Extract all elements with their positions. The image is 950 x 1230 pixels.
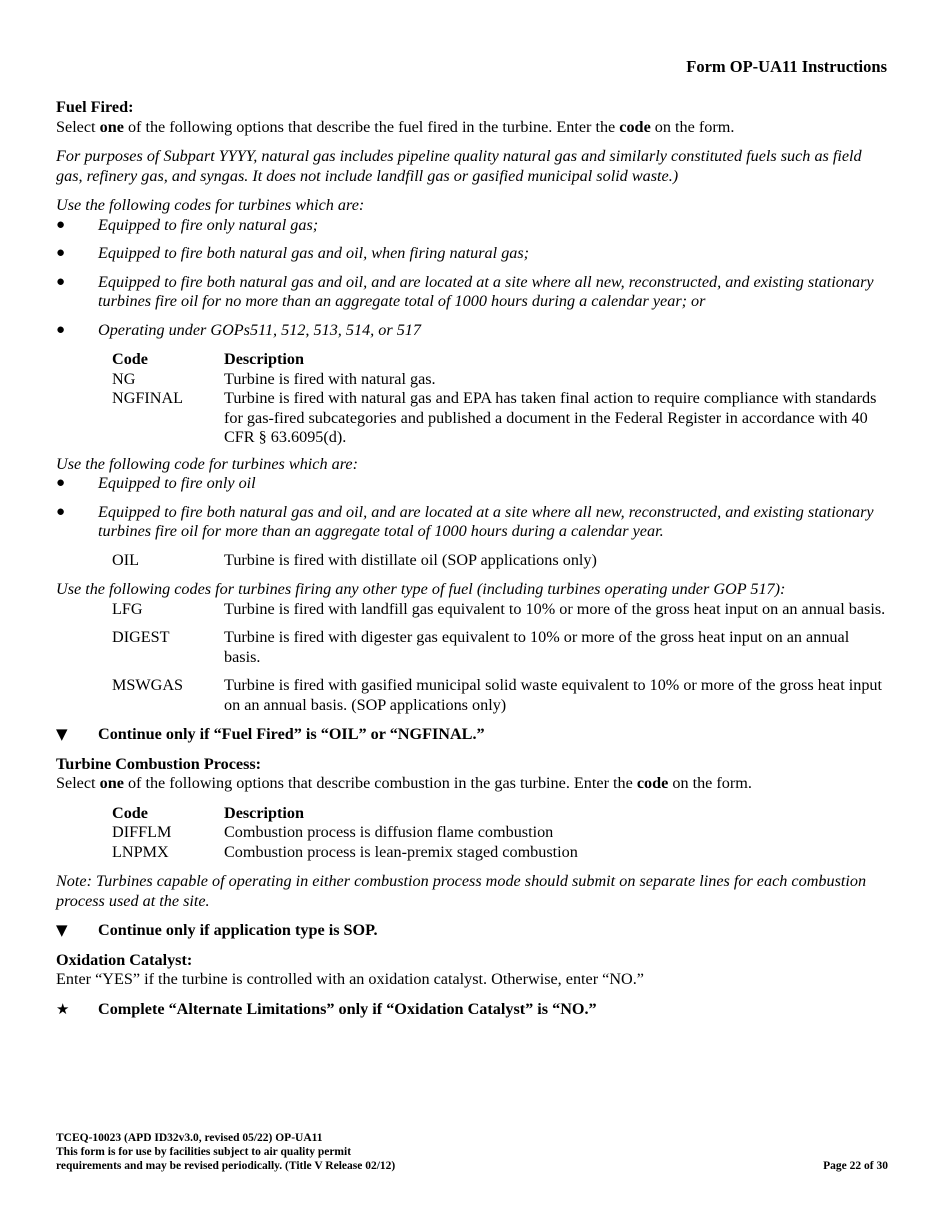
description-column-header: Description bbox=[224, 803, 305, 822]
triangle-down-icon: ▼ bbox=[56, 921, 68, 939]
footer-form-id: TCEQ-10023 (APD ID32v3.0, revised 05/22) OP-UA11 bbox=[56, 1132, 323, 1144]
table-row bbox=[112, 600, 888, 620]
code-cell: DIGEST bbox=[112, 628, 170, 646]
bullet-icon: ● bbox=[56, 321, 66, 338]
instruction-text: Continue only if application type is SOP. bbox=[98, 921, 378, 939]
page-footer bbox=[56, 1131, 888, 1174]
combustion-intro bbox=[56, 774, 888, 794]
list-item bbox=[56, 216, 888, 236]
combustion-note: Note: Turbines capable of operating in either combustion process mode should submit on separate lines for each combustion process used at the site. bbox=[56, 872, 867, 910]
code-cell: MSWGAS bbox=[112, 676, 184, 694]
intro-emphasis: code bbox=[636, 774, 669, 792]
description-cell: Turbine is fired with natural gas. bbox=[224, 369, 436, 388]
table-header-row bbox=[112, 804, 888, 824]
description-cell: Combustion process is lean-premix staged combustion bbox=[224, 842, 578, 861]
fuel-fired-heading: Fuel Fired: bbox=[56, 98, 134, 116]
list-item bbox=[56, 321, 888, 341]
code-cell: NGFINAL bbox=[112, 389, 184, 407]
bullet-icon: ● bbox=[56, 503, 66, 520]
combustion-code-table bbox=[112, 804, 888, 863]
table-row bbox=[112, 676, 888, 715]
main-content bbox=[56, 98, 888, 1019]
group2-lead: Use the following code for turbines which are: bbox=[56, 454, 358, 473]
description-column-header: Description bbox=[224, 350, 305, 368]
star-icon: ★ bbox=[56, 999, 70, 1018]
bullet-text: Equipped to fire both natural gas and oil, and are located at a site where all new, reconstructed, and existing stationary turbines fire oil for no more than an aggregate total of 1000 hours during a calendar year; or bbox=[98, 272, 874, 310]
bullet-icon: ● bbox=[56, 216, 66, 233]
bullet-text: Operating under GOPs511, 512, 513, 514, or 517 bbox=[98, 320, 421, 339]
page-number: Page 22 of 30 bbox=[823, 1160, 888, 1173]
footer-usage-note: This form is for use by facilities subject to air quality permit bbox=[56, 1146, 352, 1159]
group1-lead: Use the following codes for turbines which are: bbox=[56, 196, 365, 214]
group2-code-table bbox=[112, 551, 888, 571]
description-cell: Combustion process is diffusion flame combustion bbox=[224, 823, 554, 841]
table-row bbox=[112, 628, 888, 667]
group3-code-table bbox=[112, 600, 888, 716]
group2-bullet-list bbox=[56, 474, 888, 542]
code-column-header: Code bbox=[112, 803, 148, 822]
group1-code-table bbox=[112, 350, 888, 448]
subpart-note: For purposes of Subpart YYYY, natural gas includes pipeline quality natural gas and similarly constituted fuels such as field gas, refinery gas, and syngas. It does not include landfill gas or gasified municipal solid waste.) bbox=[56, 147, 862, 185]
code-cell: LNPMX bbox=[112, 842, 169, 861]
bullet-icon: ● bbox=[56, 245, 66, 261]
table-row bbox=[112, 843, 888, 863]
triangle-down-icon: ▼ bbox=[56, 725, 68, 743]
footer-revision-note: requirements and may be revised periodically. (Title V Release 02/12) bbox=[56, 1160, 396, 1173]
code-column-header: Code bbox=[112, 350, 148, 368]
intro-emphasis: code bbox=[619, 117, 651, 136]
intro-emphasis: one bbox=[99, 117, 124, 136]
group3-lead: Use the following codes for turbines firing any other type of fuel (including turbines operating under GOP 517): bbox=[56, 580, 786, 598]
list-item bbox=[56, 474, 888, 494]
instruction-text: Complete “Alternate Limitations” only if “Oxidation Catalyst” is “NO.” bbox=[98, 999, 597, 1018]
intro-text: on the form. bbox=[668, 774, 752, 792]
code-cell: DIFFLM bbox=[112, 823, 172, 841]
instruction-text: Continue only if “Fuel Fired” is “OIL” or “NGFINAL.” bbox=[98, 725, 485, 743]
intro-text: on the form. bbox=[650, 117, 735, 136]
oxidation-heading: Oxidation Catalyst: bbox=[56, 950, 193, 969]
description-cell: Turbine is fired with distillate oil (SOP applications only) bbox=[224, 550, 597, 569]
list-item bbox=[56, 273, 888, 312]
page-header-title: Form OP-UA11 Instructions bbox=[686, 57, 887, 76]
intro-text: Select bbox=[56, 117, 100, 136]
bullet-icon: ● bbox=[56, 475, 66, 491]
bullet-text: Equipped to fire both natural gas and oil, and are located at a site where all new, reconstructed, and existing stationary turbines fire oil for more than an aggregate total of 1000 hours during a calendar year. bbox=[98, 502, 874, 540]
bullet-text: Equipped to fire only oil bbox=[98, 474, 256, 492]
intro-emphasis: one bbox=[99, 774, 124, 792]
description-cell: Turbine is fired with landfill gas equivalent to 10% or more of the gross heat input on an annual basis. bbox=[224, 599, 886, 618]
complete-alternate-limitations-instruction bbox=[56, 1000, 888, 1020]
description-cell: Turbine is fired with natural gas and EPA has taken final action to require compliance with standards for gas-fired subcategories and published a document in the Federal Register in accordance with 40 CFR § 63.6095(d). bbox=[224, 389, 877, 446]
code-cell: OIL bbox=[112, 550, 139, 569]
bullet-text: Equipped to fire both natural gas and oil, when firing natural gas; bbox=[98, 244, 530, 262]
oxidation-text: Enter “YES” if the turbine is controlled with an oxidation catalyst. Otherwise, enter “NO.” bbox=[56, 970, 644, 988]
continue-fuel-fired-instruction bbox=[56, 725, 888, 745]
description-cell: Turbine is fired with gasified municipal solid waste equivalent to 10% or more of the gross heat input on an annual basis. (SOP applications only) bbox=[224, 676, 883, 714]
list-item bbox=[56, 503, 888, 542]
table-row bbox=[112, 823, 888, 843]
group1-bullet-list bbox=[56, 216, 888, 341]
table-row bbox=[112, 370, 888, 390]
fuel-fired-intro bbox=[56, 118, 888, 138]
table-header-row bbox=[112, 350, 888, 370]
table-row bbox=[112, 551, 888, 571]
description-cell: Turbine is fired with digester gas equivalent to 10% or more of the gross heat input on an annual basis. bbox=[224, 628, 850, 666]
intro-text: of the following options that describe the fuel fired in the turbine. Enter the bbox=[123, 117, 620, 136]
combustion-heading: Turbine Combustion Process: bbox=[56, 754, 262, 773]
code-cell: LFG bbox=[112, 599, 143, 618]
bullet-icon: ● bbox=[56, 273, 66, 290]
intro-text: Select bbox=[56, 774, 100, 792]
continue-sop-instruction bbox=[56, 921, 888, 941]
code-cell: NG bbox=[112, 369, 136, 388]
table-row bbox=[112, 389, 888, 448]
list-item bbox=[56, 244, 888, 264]
bullet-text: Equipped to fire only natural gas; bbox=[98, 215, 319, 234]
intro-text: of the following options that describe combustion in the gas turbine. Enter the bbox=[123, 774, 637, 792]
